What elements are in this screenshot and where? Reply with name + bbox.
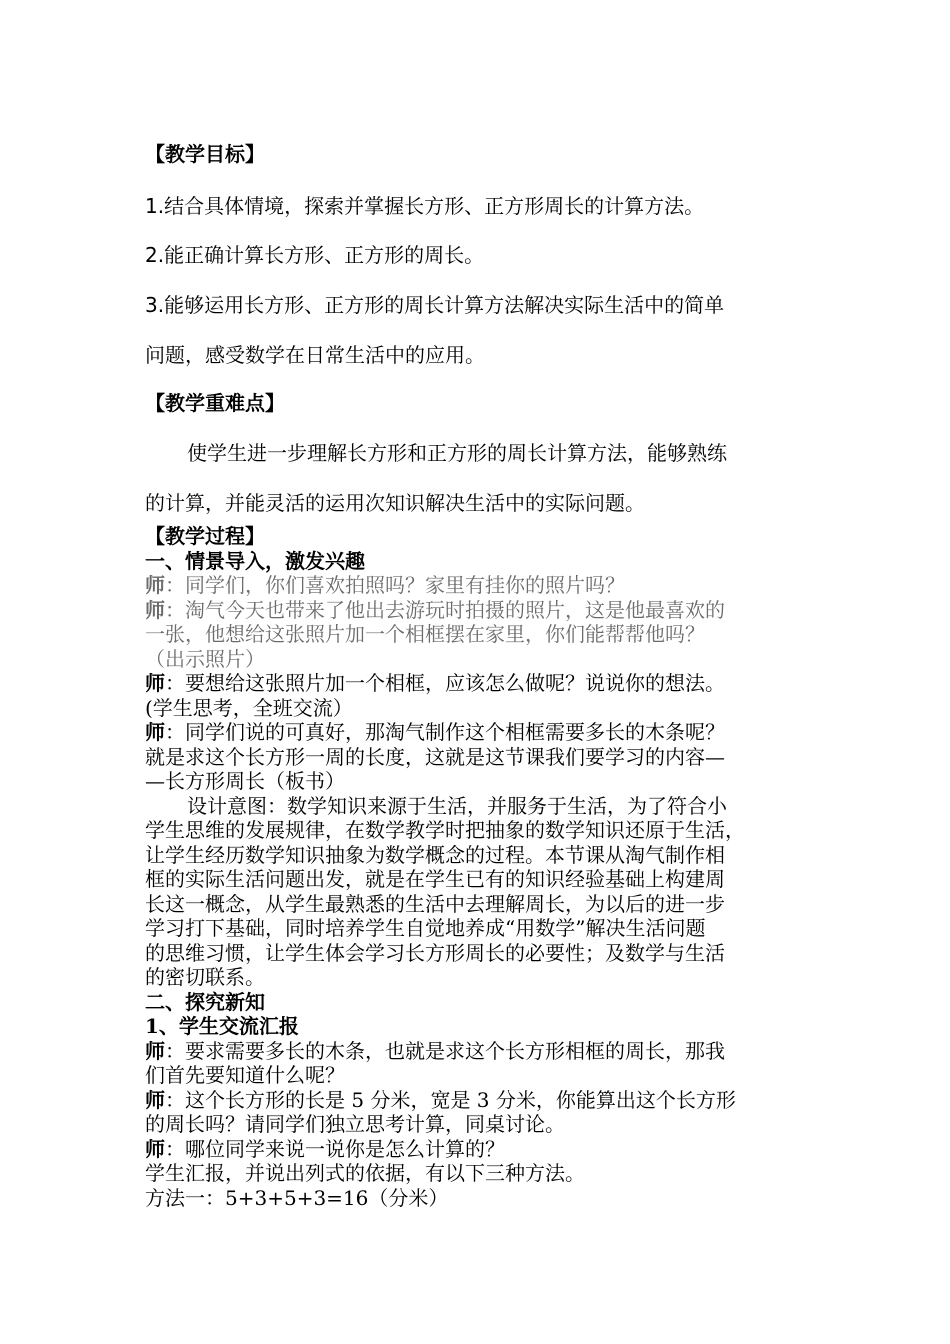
dialogue-line-4: 师：同学们说的可真好，那淘气制作这个相框需要多长的木条呢？ (145, 720, 725, 744)
speaker-label: 师 (145, 597, 165, 622)
dialogue-line-7: 师：哪位同学来说一说你是怎么计算的？ (145, 1136, 505, 1161)
dialogue-line-2: 师：淘气今天也带来了他出去游玩时拍摄的照片，这是他最喜欢的 (145, 597, 725, 622)
dialogue-line-1: 师：同学们，你们喜欢拍照吗？家里有挂你的照片吗？ (145, 573, 625, 597)
subsection-1-title: 1、学生交流汇报 (145, 1014, 299, 1038)
design-intent-line-4: 框的实际生活问题出发，就是在学生已有的知识经验基础上构建周 (145, 867, 725, 891)
design-intent-line-6: 学习打下基础，同时培养学生自觉地养成“用数学”解决生活问题 (145, 916, 706, 940)
dialogue-line-2b: 一张，他想给这张照片加一个相框摆在家里，你们能帮帮他吗？ (145, 622, 705, 646)
section-1-title: 一、情景导入，激发兴趣 (145, 548, 365, 573)
method-1: 方法一：5+3+5+3=16（分米） (145, 1185, 449, 1210)
objective-item-2: 2.能正确计算长方形、正方形的周长。 (145, 243, 485, 267)
dialogue-note-3: (学生思考，全班交流） (145, 695, 353, 720)
key-points-line-1: 使学生进一步理解长方形和正方形的周长计算方法，能够熟练 (187, 441, 727, 465)
dialogue-line-2c: （出示照片） (145, 646, 265, 671)
report-line: 学生汇报，并说出列式的依据，有以下三种方法。 (145, 1161, 585, 1185)
dialogue-line-6: 师：这个长方形的长是 5 分米，宽是 3 分米，你能算出这个长方形 (145, 1087, 736, 1112)
key-points-heading: 【教学重难点】 (145, 391, 285, 415)
objective-item-3-line-1: 3.能够运用长方形、正方形的周长计算方法解决实际生活中的简单 (145, 293, 725, 317)
design-intent-line-5: 长这一概念，从学生最熟悉的生活中去理解周长，为以后的进一步 (145, 891, 725, 916)
design-intent-line-1: 设计意图：数学知识来源于生活，并服务于生活，为了符合小 (187, 793, 727, 818)
speaker-label: 师 (145, 573, 165, 597)
speaker-label: 师 (145, 1087, 165, 1112)
key-points-line-2: 的计算，并能灵活的运用次知识解决生活中的实际问题。 (145, 491, 645, 515)
dialogue-line-4c: —长方形周长（板书） (145, 769, 345, 793)
dialogue-line-5b: 们首先要知道什么呢？ (145, 1063, 345, 1087)
speaker-label: 师 (145, 671, 165, 695)
process-heading: 【教学过程】 (145, 524, 265, 548)
dialogue-line-4b: 就是求这个长方形一周的长度，这就是这节课我们要学习的内容— (145, 744, 725, 769)
teaching-process (145, 524, 745, 1210)
design-intent-line-8: 的密切联系。 (145, 965, 265, 989)
speaker-label: 师 (145, 720, 165, 744)
dialogue-line-3: 师：要想给这张照片加一个相框，应该怎么做呢？说说你的想法。 (145, 671, 725, 695)
section-2-title: 二、探究新知 (145, 989, 265, 1014)
design-intent-line-2: 学生思维的发展规律，在数学教学时把抽象的数学知识还原于生活， (145, 818, 745, 842)
dialogue-line-6b: 的周长吗？请同学们独立思考计算，同桌讨论。 (145, 1112, 565, 1136)
design-intent-line-7: 的思维习惯，让学生体会学习长方形周长的必要性；及数学与生活 (145, 940, 725, 965)
speaker-label: 师 (145, 1038, 165, 1063)
objectives-heading: 【教学目标】 (145, 142, 265, 166)
speaker-label: 师 (145, 1136, 165, 1161)
design-intent-line-3: 让学生经历数学知识抽象为数学概念的过程。本节课从淘气制作相 (145, 842, 725, 867)
objective-item-1: 1.结合具体情境，探索并掌握长方形、正方形周长的计算方法。 (145, 194, 705, 218)
objective-item-3-line-2: 问题，感受数学在日常生活中的应用。 (145, 343, 485, 367)
dialogue-line-5: 师：要求需要多长的木条，也就是求这个长方形相框的周长，那我 (145, 1038, 725, 1063)
